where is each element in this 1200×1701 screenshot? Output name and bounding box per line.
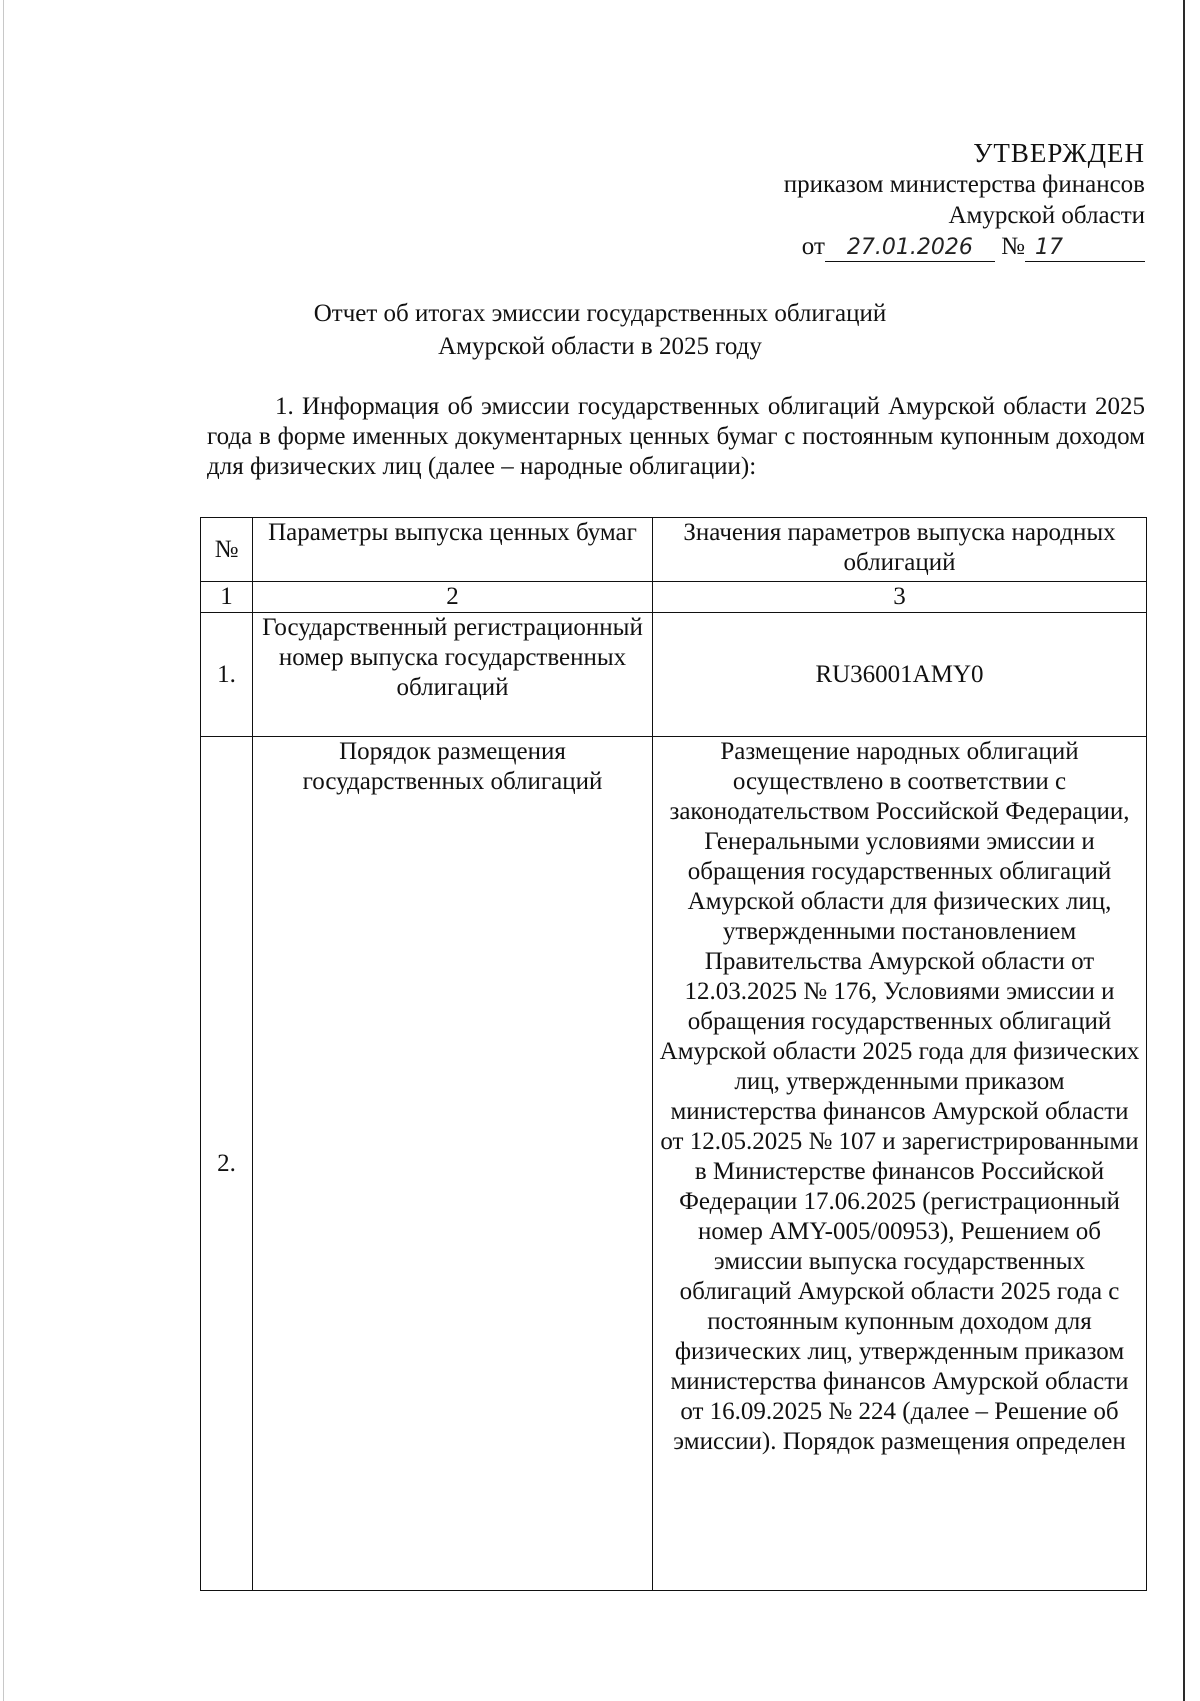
document-title: [0, 297, 1200, 363]
header-param: Параметры выпуска ценных бумаг: [253, 518, 653, 582]
approval-line-1: приказом министерства финансов: [783, 171, 1145, 198]
handwritten-date: 27.01.2026: [825, 235, 995, 262]
row-2-value: Размещение народных облигаций осуществлено в соответствии с законодательством Российской Федерации, Генеральными условиями эмиссии и обращения государственных облигаций Амурской области для физических лиц, утвержденными постановлением Правительства Амурской области от 12.03.2025 № 176, Условиями эмиссии и обращения государственных облигаций Амурской области 2025 года для физических лиц, утвержденными приказом министерства финансов Амурской области от 12.05.2025 № 107 и зарегистрированными в Министерстве финансов Российской Федерации 17.06.2025 (регистрационный номер AMY-005/00953), Решением об эмиссии выпуска государственных облигаций Амурской области 2025 года с постоянным купонным доходом для физических лиц, утвержденным приказом министерства финансов Амурской области от 16.09.2025 № 224 (далее – Решение об эмиссии). Порядок размещения определен: [653, 737, 1147, 1591]
column-number-1: 1: [201, 582, 253, 613]
table-header-row: [201, 518, 1147, 582]
scan-edge-right: [1183, 0, 1185, 1701]
scan-edge-left: [3, 0, 4, 1701]
column-number-row: [201, 582, 1147, 613]
intro-paragraph: 1. Информация об эмиссии государственных облигаций Амурской области 2025 года в форме именных документарных ценных бумаг с постоянным купонным доходом для физических лиц (далее – народные облигации):: [207, 393, 1145, 480]
row-1-num: 1.: [201, 613, 253, 737]
parameters-table: [200, 517, 1147, 1591]
header-value: Значения параметров выпуска народных облигаций: [653, 518, 1147, 582]
row-1-param: Государственный регистрационный номер выпуска государственных облигаций: [253, 613, 653, 737]
table-row: [201, 613, 1147, 737]
date-prefix: от: [801, 233, 825, 260]
approval-title: УТВЕРЖДЕН: [973, 138, 1145, 168]
number-prefix: №: [1001, 233, 1025, 260]
approval-date-line: [784, 231, 1145, 262]
header-num: №: [201, 518, 253, 582]
approval-line-2: Амурской области: [948, 202, 1145, 229]
row-2-param: Порядок размещения государственных облигаций: [253, 737, 653, 1591]
row-1-value: RU36001AMY0: [653, 613, 1147, 737]
row-2-num: 2.: [201, 737, 253, 1591]
column-number-2: 2: [253, 582, 653, 613]
table-row: [201, 737, 1147, 1591]
document-title-line-1: Отчет об итогах эмиссии государственных облигаций: [313, 300, 887, 327]
document-title-line-2: Амурской области в 2025 году: [438, 333, 762, 360]
handwritten-number: 17: [1025, 235, 1145, 262]
approval-block: [784, 138, 1145, 262]
column-number-3: 3: [653, 582, 1147, 613]
